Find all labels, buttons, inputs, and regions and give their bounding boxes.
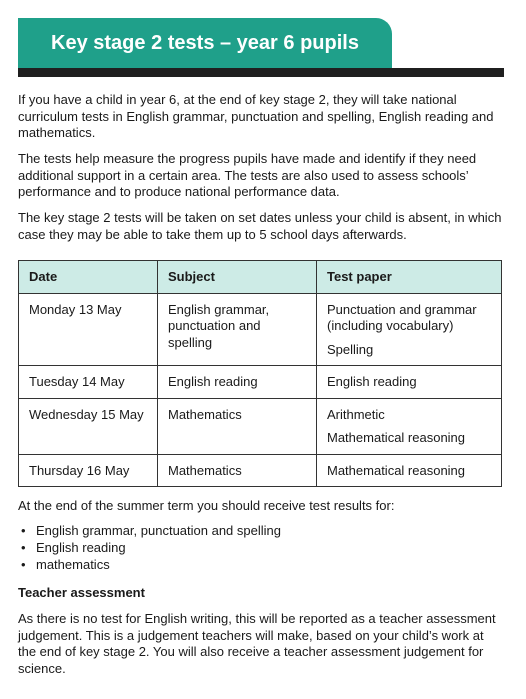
cell-subject: English reading xyxy=(158,366,317,399)
list-item-label: English grammar, punctuation and spelling xyxy=(36,523,281,538)
cell-test-paper xyxy=(317,366,502,399)
test-paper-item: English reading xyxy=(327,374,417,389)
cell-date: Thursday 16 May xyxy=(19,454,158,487)
cell-subject: Mathematics xyxy=(158,454,317,487)
test-paper-item: Spelling xyxy=(327,341,374,357)
bullet-icon: • xyxy=(21,540,26,555)
intro-paragraph-1: If you have a child in year 6, at the end of key stage 2, they will take national curriculum tests in English grammar, punctuation and spelling, English reading and mathematics. xyxy=(18,92,494,140)
title-banner xyxy=(18,18,392,68)
table-row xyxy=(19,366,502,399)
results-list xyxy=(18,522,504,573)
test-paper-item: Punctuation and grammar (including vocabulary) xyxy=(327,301,477,333)
cell-date: Wednesday 15 May xyxy=(19,398,158,454)
page-title: Key stage 2 tests – year 6 pupils xyxy=(51,32,359,54)
cell-test-paper xyxy=(317,398,502,454)
header-date: Date xyxy=(19,261,158,294)
table-header-row xyxy=(19,261,502,294)
cell-subject: English grammar, punctuation and spelling xyxy=(158,293,317,366)
cell-test-paper xyxy=(317,454,502,487)
test-paper-item: Mathematical reasoning xyxy=(327,430,466,445)
bullet-icon: • xyxy=(21,523,26,538)
table-row xyxy=(19,454,502,487)
teacher-assessment-heading: Teacher assessment xyxy=(18,585,145,600)
cell-date: Monday 13 May xyxy=(19,293,158,366)
header-test-paper: Test paper xyxy=(317,261,502,294)
test-paper-item: Arithmetic xyxy=(327,406,385,422)
intro-paragraph-3: The key stage 2 tests will be taken on set dates unless your child is absent, in which case they may be able to take them up to 5 school days afterwards. xyxy=(18,210,502,242)
results-intro: At the end of the summer term you should receive test results for: xyxy=(18,498,395,513)
test-paper-item: Mathematical reasoning xyxy=(327,462,466,478)
list-item xyxy=(18,556,504,573)
cell-subject: Mathematics xyxy=(158,398,317,454)
cell-date: Tuesday 14 May xyxy=(19,366,158,399)
list-item xyxy=(18,539,504,556)
list-item xyxy=(18,522,504,539)
list-item-label: English reading xyxy=(36,540,126,555)
list-item-label: mathematics xyxy=(36,557,110,572)
title-underline-rule xyxy=(18,68,504,77)
intro-paragraph-2: The tests help measure the progress pupils have made and identify if they need additional support in a certain area. The tests are also used to assess schools’ performance and to produce national performance data. xyxy=(18,151,477,199)
test-schedule-table xyxy=(18,260,502,487)
cell-test-paper xyxy=(317,293,502,366)
teacher-assessment-text: As there is no test for English writing, this will be reported as a teacher assessment judgement. This is a judgement teachers will make, based on your child’s work at the end of key stage 2. You will also receive a teacher assessment judgement for science. xyxy=(18,611,496,676)
header-subject: Subject xyxy=(158,261,317,294)
bullet-icon: • xyxy=(21,557,26,572)
table-row xyxy=(19,398,502,454)
table-row xyxy=(19,293,502,366)
